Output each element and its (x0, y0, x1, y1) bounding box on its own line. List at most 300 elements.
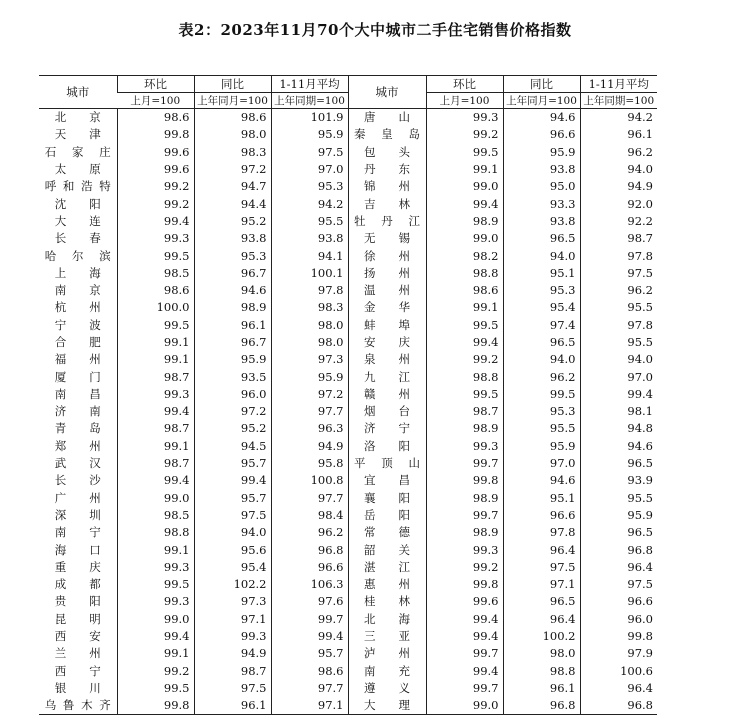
yoy-value: 95.2 (194, 420, 271, 437)
mom-value: 99.5 (117, 317, 194, 334)
city-name: 锦 州 (364, 179, 410, 194)
city-name-cell (39, 265, 117, 282)
ytd-value: 96.0 (580, 611, 657, 628)
city-name: 海 口 (54, 542, 101, 557)
city-name: 哈尔滨 (44, 248, 111, 263)
yoy-value: 97.5 (503, 559, 580, 576)
table-row (39, 161, 657, 178)
yoy-value: 96.6 (503, 507, 580, 524)
table-row (39, 144, 657, 161)
ytd-value: 97.0 (271, 161, 348, 178)
mom-value: 99.0 (117, 490, 194, 507)
mom-value: 99.7 (426, 680, 503, 697)
table-row (39, 541, 657, 558)
yoy-value: 94.4 (194, 195, 271, 212)
ytd-value: 95.5 (271, 213, 348, 230)
city-name-cell (39, 663, 117, 680)
city-name-cell (348, 126, 426, 143)
mom-value: 99.4 (426, 663, 503, 680)
city-name: 平顶山 (354, 456, 420, 471)
city-name-cell (348, 299, 426, 316)
header-ytd-left: 1-11月平均 (271, 76, 348, 93)
ytd-value: 95.9 (271, 368, 348, 385)
city-name: 济 南 (54, 404, 101, 419)
city-name: 桂 林 (364, 594, 410, 609)
ytd-value: 96.8 (580, 697, 657, 715)
table-row (39, 576, 657, 593)
header-yoy-base-right: 上年同月=100 (503, 93, 580, 109)
mom-value: 98.9 (426, 213, 503, 230)
city-name: 安 庆 (364, 335, 410, 349)
ytd-value: 97.8 (271, 282, 348, 299)
mom-value: 99.5 (117, 247, 194, 264)
city-name-cell (348, 576, 426, 593)
header-yoy-right: 同比 (503, 76, 580, 93)
city-name: 呼和浩特 (44, 179, 111, 194)
city-name-cell (39, 455, 117, 472)
ytd-value: 97.7 (271, 680, 348, 697)
mom-value: 99.2 (117, 195, 194, 212)
yoy-value: 95.7 (194, 455, 271, 472)
table-row (39, 265, 657, 282)
city-name: 牡丹江 (354, 213, 420, 228)
city-name: 西 安 (54, 629, 101, 644)
city-name-cell (39, 472, 117, 489)
mom-value: 99.5 (426, 386, 503, 403)
mom-value: 99.6 (117, 161, 194, 178)
ytd-value: 94.0 (580, 351, 657, 368)
mom-value: 99.3 (426, 109, 503, 127)
header-yoy-left: 同比 (194, 76, 271, 93)
table-row (39, 628, 657, 645)
yoy-value: 99.4 (194, 472, 271, 489)
table-row (39, 317, 657, 334)
mom-value: 100.0 (117, 299, 194, 316)
ytd-value: 97.8 (580, 247, 657, 264)
city-name-cell (39, 161, 117, 178)
yoy-value: 96.5 (503, 230, 580, 247)
mom-value: 99.1 (117, 645, 194, 662)
city-name: 岳 阳 (364, 507, 410, 522)
ytd-value: 93.9 (580, 472, 657, 489)
yoy-value: 96.4 (503, 611, 580, 628)
city-name-cell (348, 645, 426, 662)
city-name-cell (39, 680, 117, 697)
yoy-value: 94.0 (503, 247, 580, 264)
mom-value: 99.3 (117, 230, 194, 247)
city-name-cell (348, 230, 426, 247)
ytd-value: 97.7 (271, 403, 348, 420)
ytd-value: 98.1 (580, 403, 657, 420)
city-name-cell (348, 213, 426, 230)
table-row (39, 299, 657, 316)
ytd-value: 97.6 (271, 593, 348, 610)
city-name-cell (39, 178, 117, 195)
yoy-value: 98.0 (503, 645, 580, 662)
table-row (39, 438, 657, 455)
mom-value: 98.5 (117, 507, 194, 524)
mom-value: 99.4 (117, 213, 194, 230)
yoy-value: 98.7 (194, 663, 271, 680)
city-name: 重 庆 (54, 559, 101, 574)
yoy-value: 97.2 (194, 403, 271, 420)
city-name-cell (348, 178, 426, 195)
ytd-value: 94.9 (271, 438, 348, 455)
ytd-value: 96.3 (271, 420, 348, 437)
city-name-cell (39, 126, 117, 143)
ytd-value: 94.8 (580, 420, 657, 437)
city-name: 长 沙 (54, 473, 101, 488)
mom-value: 99.4 (117, 628, 194, 645)
yoy-value: 96.8 (503, 697, 580, 715)
city-name-cell (348, 680, 426, 697)
city-name: 泸 州 (364, 646, 410, 661)
city-name-cell (39, 109, 117, 127)
yoy-value: 100.2 (503, 628, 580, 645)
yoy-value: 97.1 (194, 611, 271, 628)
table-row (39, 282, 657, 299)
yoy-value: 95.9 (194, 351, 271, 368)
city-name: 北 京 (54, 110, 101, 125)
yoy-value: 96.6 (503, 126, 580, 143)
yoy-value: 95.5 (503, 420, 580, 437)
city-name: 上 海 (54, 265, 101, 280)
ytd-value: 106.3 (271, 576, 348, 593)
header-ytd-base-right: 上年同期=100 (580, 93, 657, 109)
city-name-cell (348, 161, 426, 178)
yoy-value: 95.7 (194, 490, 271, 507)
city-name-cell (348, 247, 426, 264)
city-name-cell (348, 109, 426, 127)
mom-value: 99.4 (117, 472, 194, 489)
city-name: 郑 州 (54, 438, 101, 453)
yoy-value: 94.0 (194, 524, 271, 541)
yoy-value: 97.1 (503, 576, 580, 593)
yoy-value: 93.8 (503, 213, 580, 230)
table-row (39, 178, 657, 195)
mom-value: 98.5 (117, 265, 194, 282)
mom-value: 99.4 (426, 628, 503, 645)
yoy-value: 95.1 (503, 265, 580, 282)
city-name: 宁 波 (54, 317, 101, 332)
yoy-value: 96.5 (503, 593, 580, 610)
city-name: 南 京 (54, 283, 101, 298)
mom-value: 99.7 (426, 455, 503, 472)
ytd-value: 94.0 (580, 161, 657, 178)
city-name: 广 州 (54, 490, 101, 505)
city-name: 长 春 (54, 231, 101, 246)
city-name: 福 州 (54, 352, 101, 367)
city-name-cell (348, 368, 426, 385)
ytd-value: 99.8 (580, 628, 657, 645)
city-name-cell (348, 455, 426, 472)
city-name: 常 德 (364, 525, 410, 540)
city-name-cell (348, 559, 426, 576)
city-name: 洛 阳 (364, 438, 410, 453)
city-name-cell (348, 265, 426, 282)
city-name: 遵 义 (364, 680, 410, 695)
mom-value: 98.7 (426, 403, 503, 420)
yoy-value: 95.1 (503, 490, 580, 507)
yoy-value: 95.4 (194, 559, 271, 576)
mom-value: 99.3 (426, 438, 503, 455)
city-name-cell (348, 195, 426, 212)
mom-value: 99.6 (117, 144, 194, 161)
city-name: 徐 州 (364, 248, 410, 263)
ytd-value: 100.6 (580, 663, 657, 680)
mom-value: 99.8 (426, 576, 503, 593)
yoy-value: 95.0 (503, 178, 580, 195)
city-name-cell (39, 559, 117, 576)
city-name-cell (39, 213, 117, 230)
header-mom-left: 环比 (117, 76, 194, 93)
mom-value: 98.8 (117, 524, 194, 541)
ytd-value: 94.2 (580, 109, 657, 127)
city-name-cell (39, 593, 117, 610)
ytd-value: 95.5 (580, 299, 657, 316)
yoy-value: 95.2 (194, 213, 271, 230)
ytd-value: 97.5 (580, 265, 657, 282)
table-row (39, 420, 657, 437)
yoy-value: 94.6 (503, 472, 580, 489)
table-row (39, 455, 657, 472)
city-name: 成 都 (54, 577, 101, 592)
city-name: 西 宁 (54, 663, 101, 678)
city-name-cell (348, 317, 426, 334)
yoy-value: 95.4 (503, 299, 580, 316)
city-name: 温 州 (364, 283, 410, 298)
mom-value: 98.6 (117, 282, 194, 299)
ytd-value: 96.6 (580, 593, 657, 610)
ytd-value: 97.2 (271, 386, 348, 403)
ytd-value: 94.9 (580, 178, 657, 195)
table-row (39, 559, 657, 576)
ytd-value: 97.7 (271, 490, 348, 507)
ytd-value: 95.9 (271, 126, 348, 143)
ytd-value: 98.4 (271, 507, 348, 524)
city-name-cell (348, 490, 426, 507)
table-row (39, 611, 657, 628)
yoy-value: 98.0 (194, 126, 271, 143)
yoy-value: 96.7 (194, 265, 271, 282)
ytd-value: 98.3 (271, 299, 348, 316)
table-row (39, 368, 657, 385)
table-row (39, 645, 657, 662)
ytd-value: 98.0 (271, 317, 348, 334)
city-name: 唐 山 (364, 110, 410, 125)
mom-value: 98.2 (426, 247, 503, 264)
city-name: 南 昌 (54, 386, 101, 401)
ytd-value: 94.1 (271, 247, 348, 264)
ytd-value: 96.6 (271, 559, 348, 576)
yoy-value: 93.3 (503, 195, 580, 212)
yoy-value: 93.5 (194, 368, 271, 385)
mom-value: 99.6 (426, 593, 503, 610)
ytd-value: 95.3 (271, 178, 348, 195)
mom-value: 99.4 (426, 334, 503, 351)
yoy-value: 98.3 (194, 144, 271, 161)
yoy-value: 94.0 (503, 351, 580, 368)
mom-value: 99.0 (426, 697, 503, 715)
table-row (39, 230, 657, 247)
city-name: 石家庄 (44, 144, 111, 159)
ytd-value: 96.8 (271, 541, 348, 558)
city-name: 金 华 (364, 300, 410, 315)
city-name: 南 宁 (54, 525, 101, 540)
city-name: 丹 东 (364, 162, 410, 177)
yoy-value: 94.7 (194, 178, 271, 195)
city-name-cell (348, 403, 426, 420)
mom-value: 99.0 (117, 611, 194, 628)
table-row (39, 490, 657, 507)
city-name: 赣 州 (364, 386, 410, 401)
yoy-value: 94.9 (194, 645, 271, 662)
city-name: 韶 关 (364, 542, 410, 557)
city-name-cell (39, 403, 117, 420)
city-name-cell (39, 507, 117, 524)
table-row (39, 247, 657, 264)
ytd-value: 97.5 (580, 576, 657, 593)
city-name-cell (39, 195, 117, 212)
yoy-value: 93.8 (194, 230, 271, 247)
ytd-value: 95.9 (580, 507, 657, 524)
yoy-value: 95.6 (194, 541, 271, 558)
ytd-value: 95.5 (580, 334, 657, 351)
yoy-value: 94.6 (194, 282, 271, 299)
city-name: 沈 阳 (54, 196, 101, 211)
city-name: 乌鲁木齐 (44, 698, 111, 713)
mom-value: 99.4 (426, 195, 503, 212)
city-name: 杭 州 (54, 300, 101, 315)
city-name: 银 川 (54, 680, 101, 695)
city-name: 兰 州 (54, 646, 101, 661)
mom-value: 99.7 (426, 645, 503, 662)
ytd-value: 95.8 (271, 455, 348, 472)
city-name: 包 头 (364, 144, 410, 159)
yoy-value: 95.3 (503, 282, 580, 299)
yoy-value: 96.4 (503, 541, 580, 558)
city-name: 秦皇岛 (354, 127, 420, 142)
yoy-value: 95.9 (503, 438, 580, 455)
city-name-cell (348, 282, 426, 299)
ytd-value: 99.7 (271, 611, 348, 628)
yoy-value: 97.3 (194, 593, 271, 610)
city-name-cell (39, 282, 117, 299)
city-name-cell (39, 541, 117, 558)
yoy-value: 97.2 (194, 161, 271, 178)
ytd-value: 96.5 (580, 524, 657, 541)
city-name-cell (39, 611, 117, 628)
yoy-value: 97.0 (503, 455, 580, 472)
city-name: 太 原 (54, 162, 101, 177)
ytd-value: 96.5 (580, 455, 657, 472)
mom-value: 99.2 (426, 126, 503, 143)
mom-value: 99.0 (426, 230, 503, 247)
city-name: 深 圳 (54, 507, 101, 522)
ytd-value: 100.8 (271, 472, 348, 489)
city-name: 合 肥 (54, 335, 101, 349)
mom-value: 99.5 (117, 680, 194, 697)
yoy-value: 99.3 (194, 628, 271, 645)
table-row (39, 507, 657, 524)
yoy-value: 94.5 (194, 438, 271, 455)
mom-value: 98.9 (426, 490, 503, 507)
city-name-cell (348, 507, 426, 524)
header-mom-right: 环比 (426, 76, 503, 93)
table-header (39, 76, 657, 109)
city-name-cell (348, 438, 426, 455)
table-title: 表2：2023年11月70个大中城市二手住宅销售价格指数 (178, 21, 572, 39)
city-name-cell (348, 351, 426, 368)
table-row (39, 472, 657, 489)
ytd-value: 97.5 (271, 144, 348, 161)
yoy-value: 95.9 (503, 144, 580, 161)
header-yoy-base-left: 上年同月=100 (194, 93, 271, 109)
table-row (39, 680, 657, 697)
ytd-value: 97.9 (580, 645, 657, 662)
city-name-cell (39, 299, 117, 316)
city-name-cell (39, 645, 117, 662)
mom-value: 99.2 (117, 178, 194, 195)
mom-value: 99.8 (117, 126, 194, 143)
mom-value: 99.3 (426, 541, 503, 558)
table-row (39, 334, 657, 351)
city-name: 南 充 (364, 663, 410, 678)
yoy-value: 98.8 (503, 663, 580, 680)
mom-value: 98.7 (117, 368, 194, 385)
mom-value: 98.7 (117, 455, 194, 472)
header-mom-base-right: 上月=100 (426, 93, 503, 109)
ytd-value: 93.8 (271, 230, 348, 247)
city-name-cell (348, 697, 426, 715)
ytd-value: 99.4 (580, 386, 657, 403)
mom-value: 99.5 (426, 317, 503, 334)
city-name-cell (39, 697, 117, 715)
yoy-value: 97.5 (194, 680, 271, 697)
ytd-value: 92.0 (580, 195, 657, 212)
mom-value: 99.2 (426, 559, 503, 576)
yoy-value: 98.9 (194, 299, 271, 316)
ytd-value: 92.2 (580, 213, 657, 230)
yoy-value: 95.3 (194, 247, 271, 264)
city-name-cell (39, 438, 117, 455)
yoy-value: 97.4 (503, 317, 580, 334)
city-name-cell (348, 386, 426, 403)
mom-value: 99.8 (426, 472, 503, 489)
yoy-value: 102.2 (194, 576, 271, 593)
ytd-value: 96.4 (580, 559, 657, 576)
table-row (39, 386, 657, 403)
mom-value: 99.5 (426, 144, 503, 161)
city-name-cell (39, 230, 117, 247)
mom-value: 99.0 (426, 178, 503, 195)
table-body (39, 109, 657, 715)
yoy-value: 98.6 (194, 109, 271, 127)
mom-value: 98.6 (117, 109, 194, 127)
ytd-value: 99.4 (271, 628, 348, 645)
city-name: 大 理 (364, 698, 410, 713)
mom-value: 99.1 (117, 334, 194, 351)
ytd-value: 97.0 (580, 368, 657, 385)
ytd-value: 98.6 (271, 663, 348, 680)
header-ytd-base-left: 上年同期=100 (271, 93, 348, 109)
ytd-value: 96.4 (580, 680, 657, 697)
yoy-value: 96.7 (194, 334, 271, 351)
city-name: 泉 州 (364, 352, 410, 367)
mom-value: 99.3 (117, 559, 194, 576)
mom-value: 98.8 (426, 265, 503, 282)
city-name-cell (348, 420, 426, 437)
